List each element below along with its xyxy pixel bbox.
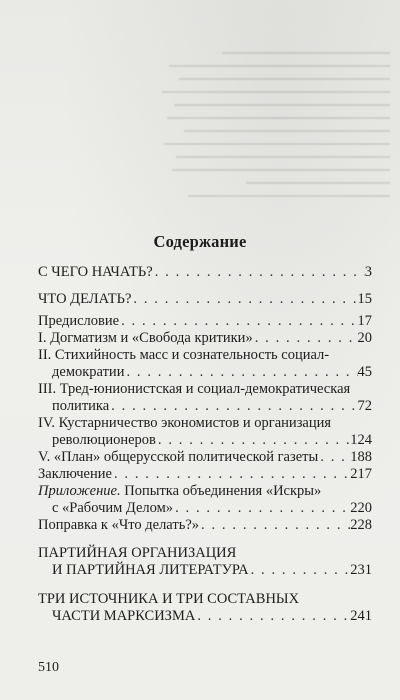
leader-dots — [131, 291, 357, 308]
leader-dots — [109, 398, 357, 415]
toc-page-number: 220 — [350, 500, 372, 516]
toc-page-number: 228 — [350, 517, 372, 533]
toc-entry-title: ТРИ ИСТОЧНИКА И ТРИ СОСТАВНЫХ — [38, 591, 300, 607]
toc-entry-title: IV. Кустарничество экономистов и организация — [38, 415, 332, 431]
toc-entry-title-cont: революционеров — [52, 432, 156, 448]
leader-dots — [153, 264, 365, 281]
toc-page-number: 45 — [357, 364, 372, 380]
toc-entry — [38, 449, 372, 466]
toc-entry-title: ПАРТИЙНАЯ ОРГАНИЗАЦИЯ — [38, 545, 237, 561]
leader-dots — [124, 364, 357, 381]
toc-entry-title: III. Тред-юнионистская и социал-демократическая — [38, 381, 351, 397]
toc-entry-title-cont: демократии — [52, 364, 125, 380]
leader-dots — [119, 313, 357, 330]
toc-entry — [38, 347, 372, 381]
toc-entry — [38, 381, 372, 415]
leader-dots — [112, 466, 350, 483]
leader-dots — [195, 608, 350, 625]
toc-entry — [38, 415, 372, 449]
toc-entry-title: II. Стихийность масс и сознательность социал- — [38, 347, 330, 363]
toc-entry-title-italic: Приложение. — [38, 483, 121, 499]
toc-page-number: 72 — [357, 398, 372, 414]
toc-entry — [38, 264, 372, 281]
toc-entry-title: Попытка объединения «Искры» — [120, 483, 322, 499]
toc-entry-title-cont: И ПАРТИЙНАЯ ЛИТЕРАТУРА — [52, 562, 249, 578]
toc-entry — [38, 483, 372, 517]
toc-page-number: 188 — [350, 449, 372, 465]
toc-entry — [38, 330, 372, 347]
toc-entry-title-cont: ЧАСТИ МАРКСИЗМА — [52, 608, 196, 624]
toc-entry — [38, 291, 372, 308]
toc-entry — [38, 466, 372, 483]
toc-entry-title: V. «План» общерусской политической газеты — [38, 449, 319, 465]
toc-page-number: 3 — [364, 264, 372, 280]
toc-page-number: 15 — [357, 291, 372, 307]
toc-page-number: 17 — [357, 313, 372, 329]
toc-entry-title: Заключение — [38, 466, 112, 482]
toc-entry-title-cont: политика — [52, 398, 110, 414]
leader-dots — [253, 330, 358, 347]
leader-dots — [173, 500, 350, 517]
toc-heading: Содержание — [153, 232, 247, 251]
toc-page-number: 124 — [350, 432, 372, 448]
show-through-text — [150, 52, 390, 222]
toc-page-number: 231 — [350, 562, 372, 578]
leader-dots — [156, 432, 350, 449]
page-number: 510 — [38, 660, 59, 675]
toc-entry-title-cont: с «Рабочим Делом» — [52, 500, 174, 516]
toc-page-number: 217 — [350, 466, 372, 482]
leader-dots — [249, 562, 351, 579]
toc-entry — [38, 517, 372, 534]
toc-entry-title: Поправка к «Что делать?» — [38, 517, 200, 533]
toc-entry — [38, 545, 372, 579]
toc-entry-title: С ЧЕГО НАЧАТЬ? — [38, 264, 153, 280]
toc-entry-title: I. Догматизм и «Свобода критики» — [38, 330, 253, 346]
leader-dots — [318, 449, 350, 466]
toc-entry-title: ЧТО ДЕЛАТЬ? — [38, 291, 132, 307]
toc-entry-title: Предисловие — [38, 313, 120, 329]
toc-entry — [38, 591, 372, 625]
toc-page-number: 241 — [350, 608, 372, 624]
leader-dots — [199, 517, 350, 534]
toc-entry — [38, 313, 372, 330]
toc-page-number: 20 — [357, 330, 372, 346]
